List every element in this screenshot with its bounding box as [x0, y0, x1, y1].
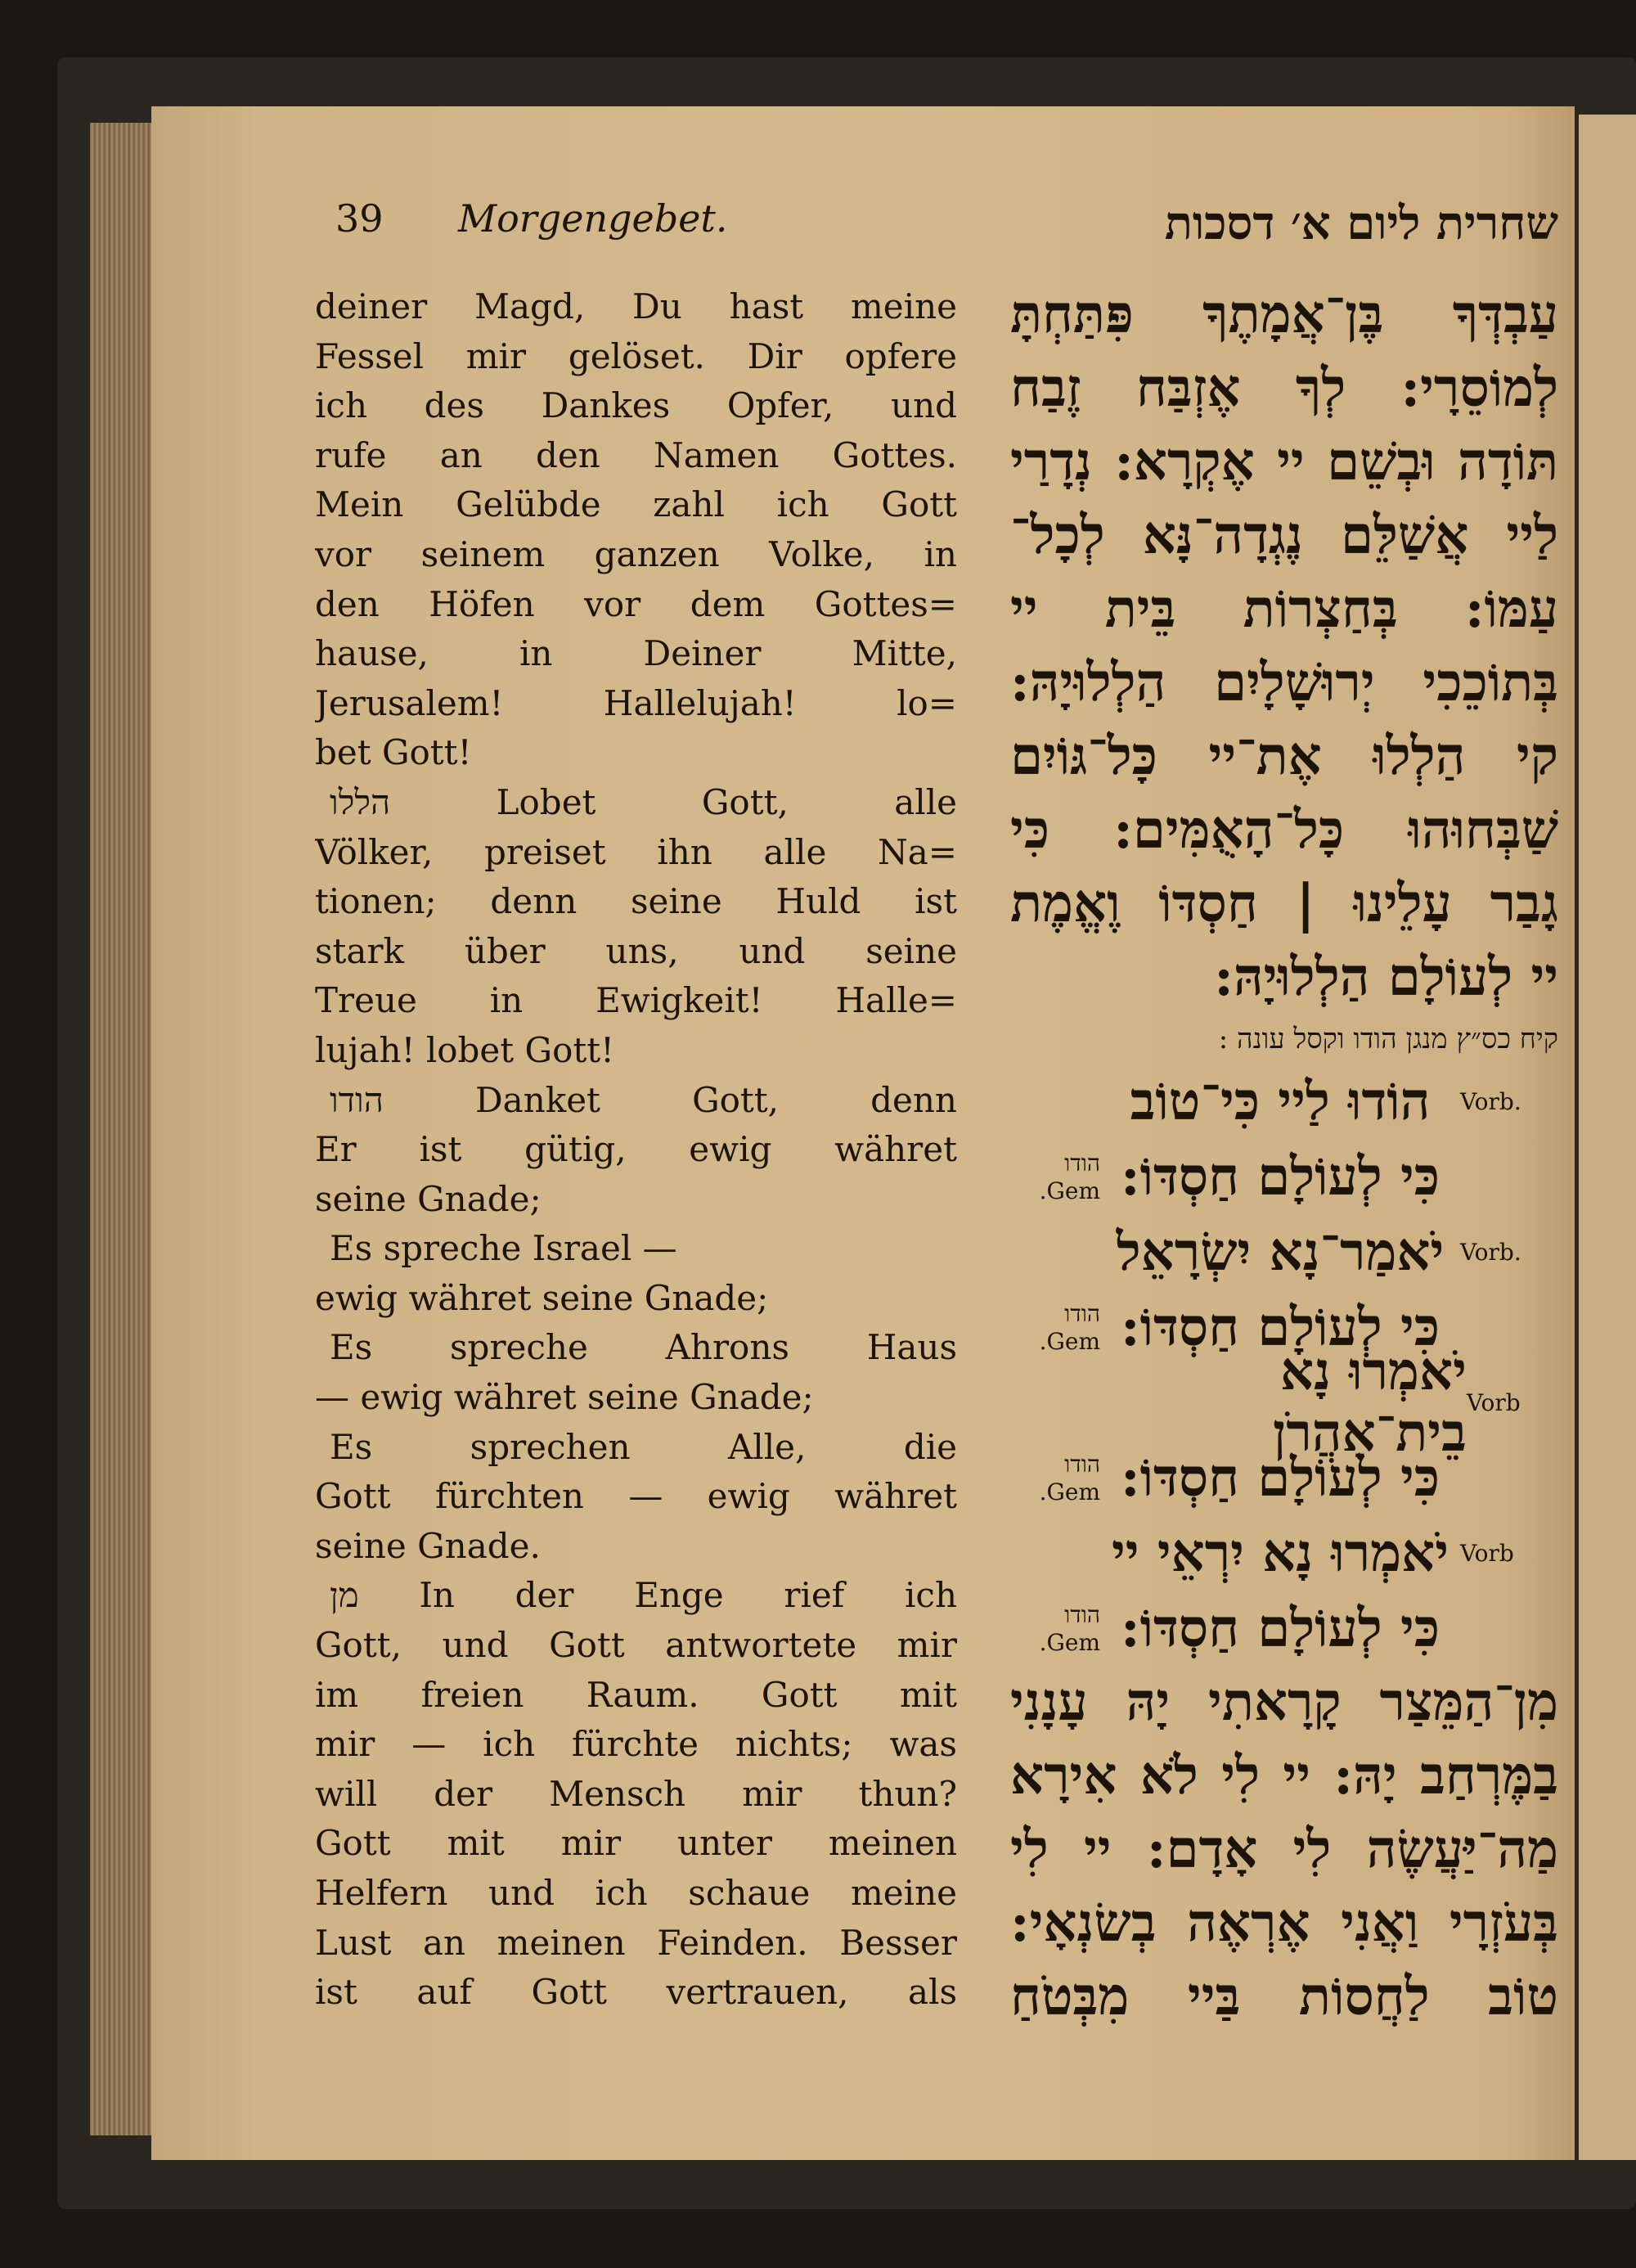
- german-line: Es spreche Israel —: [330, 1228, 677, 1269]
- reader-marker: Vorb.: [1460, 1238, 1521, 1266]
- responsive-line: [1010, 1440, 1558, 1515]
- congregation-marker: הודו Gem.: [1039, 1450, 1100, 1505]
- hebrew-line: יי לְעוֹלָם הַלְלוּיָהּ:: [1214, 947, 1558, 1008]
- german-line: Lust an meinen Feinden. Besser: [315, 1922, 957, 1963]
- german-line: Helfern und ich schaue meine: [315, 1873, 957, 1913]
- hebrew-verse: הוֹדוּ לַיי כִּי־טוֹב: [1130, 1070, 1431, 1132]
- german-line: מן In der Enge rief ich: [330, 1575, 957, 1616]
- german-line: stark über uns, und seine: [315, 930, 957, 971]
- hebrew-line: לַיי אֲשַׁלֵּם נֶגְדָה־נָּא לְכָל־: [1010, 505, 1558, 566]
- hebrew-verse: כִּי לְעוֹלָם חַסְדּוֹ:: [1120, 1447, 1440, 1509]
- hebrew-line: מִן־הַמֵּצַר קָרָאתִי יָהּ עָנָנִי: [1010, 1672, 1558, 1733]
- hebrew-verse: יֹאמַר־נָא יִשְׂרָאֵל: [1116, 1221, 1445, 1283]
- hebrew-verse: כִּי לְעוֹלָם חַסְדּוֹ:: [1120, 1296, 1440, 1358]
- german-line: ist auf Gott vertrauen, als: [315, 1972, 957, 2013]
- responsive-line: [1010, 1214, 1558, 1289]
- german-line: Mein Gelübde zahl ich Gott: [315, 484, 957, 525]
- german-line: rufe an den Namen Gottes.: [315, 434, 957, 475]
- german-line: lujah! lobet Gott!: [315, 1029, 614, 1070]
- page-number: 39: [335, 196, 384, 241]
- hebrew-line: תּוֹדָה וּבְשֵׁם יי אֶקְרָא: נְדָרַי: [1010, 431, 1558, 493]
- german-line: Gott mit mir unter meinen: [315, 1823, 957, 1864]
- hebrew-rubric: קיח כס״ץ מנגן הודו וקסל עונה :: [1218, 1023, 1558, 1055]
- hebrew-line: מַה־יַּעֲשֶׂה לִי אָדָם: יי לִי: [1010, 1819, 1558, 1880]
- responsive-line: [1010, 1139, 1558, 1214]
- book-page: [151, 106, 1575, 2160]
- german-line: Gott fürchten — ewig währet: [315, 1476, 957, 1517]
- hebrew-line: שַׁבְּחוּהוּ כָּל־הָאֻמִּים: כִּי: [1010, 799, 1558, 861]
- congregation-marker: הודו Gem.: [1039, 1600, 1100, 1656]
- reader-marker: Vorb: [1466, 1388, 1521, 1416]
- german-line: Völker, preiset ihn alle Na=: [315, 831, 957, 872]
- hebrew-line: בַמֶּרְחַב יָהּ: יי לִי לֹא אִירָא: [1010, 1745, 1558, 1807]
- german-line: vor seinem ganzen Volke, in: [315, 533, 957, 574]
- german-line: ewig währet seine Gnade;: [315, 1277, 769, 1318]
- german-line: — ewig währet seine Gnade;: [315, 1377, 814, 1418]
- german-line: den Höfen vor dem Gottes=: [315, 583, 957, 624]
- page-edges: [90, 123, 151, 2135]
- german-line: Gott, und Gott antwortete mir: [315, 1625, 957, 1666]
- german-line: deiner Magd, Du hast meine: [315, 286, 957, 326]
- hebrew-column: [1010, 278, 1558, 2034]
- running-title: Morgengebet.: [458, 196, 728, 241]
- german-line: tionen; denn seine Huld ist: [315, 881, 957, 922]
- hebrew-line: טוֹב לַחֲסוֹת בַּיי מִבְּטֹחַ: [1010, 1966, 1558, 2027]
- german-line: mir — ich fürchte nichts; was: [315, 1724, 957, 1765]
- german-line: seine Gnade.: [315, 1525, 541, 1566]
- responsive-line: [1010, 1341, 1558, 1464]
- german-line: הללו Lobet Gott, alle: [330, 781, 957, 822]
- german-line: will der Mensch mir thun?: [315, 1773, 957, 1814]
- hebrew-line: לְמוֹסֵרָי: לְךָ אֶזְבַּח זֶבַח: [1010, 358, 1558, 419]
- german-line: bet Gott!: [315, 732, 472, 773]
- german-line: Jerusalem! Hallelujah! lo=: [315, 682, 957, 723]
- german-line: Es spreche Ahrons Haus: [330, 1327, 957, 1368]
- hebrew-line: גָבַר עָלֵינוּ | חַסְדּוֹ וֶאֱמֶת: [1010, 873, 1558, 934]
- hebrew-line: עַבְדְּךָ בֶּן־אֲמָתֶךָ פִּתַּחְתָּ: [1010, 284, 1558, 345]
- german-line: ich des Dankes Opfer, und: [315, 385, 957, 426]
- hebrew-line: בְּעֹזְרָי וַאֲנִי אֶרְאֶה בְשׂנְאָי:: [1010, 1892, 1558, 1954]
- hebrew-verse: כִּי לְעוֹלָם חַסְדּוֹ:: [1120, 1597, 1440, 1659]
- congregation-marker: הודו Gem.: [1039, 1149, 1100, 1204]
- hebrew-line: עַמּוֹ: בְּחַצְרוֹת בֵּית יי: [1010, 578, 1558, 640]
- german-line: Treue in Ewigkeit! Halle=: [315, 980, 957, 1021]
- hebrew-verse: יֹאמְרוּ נָא יִרְאֵי יי: [1111, 1522, 1449, 1584]
- facing-page-edge: [1579, 115, 1636, 2160]
- german-line: seine Gnade;: [315, 1178, 542, 1219]
- german-line: Fessel mir gelöset. Dir opfere: [315, 335, 957, 376]
- german-line: Er ist gütig, ewig währet: [315, 1129, 957, 1170]
- reader-marker: Vorb: [1460, 1539, 1514, 1567]
- reader-marker: Vorb.: [1460, 1087, 1521, 1115]
- german-column: [315, 282, 957, 2018]
- hebrew-running-title: שחרית ליום א׳ דסכות: [1164, 196, 1558, 250]
- german-line: Es sprechen Alle, die: [330, 1426, 957, 1467]
- german-line: הודו Danket Gott, denn: [330, 1079, 957, 1120]
- responsive-line: [1010, 1515, 1558, 1591]
- responsive-line: [1010, 1591, 1558, 1666]
- congregation-marker: הודו Gem.: [1039, 1299, 1100, 1355]
- hebrew-line: קי הַלְלוּ אֶת־יי כָּל־גּוֹיִם: [1010, 726, 1558, 787]
- hebrew-line: בְּתוֹכֵכִי יְרוּשָׁלָיִם הַלְלוּיָהּ:: [1010, 652, 1558, 713]
- german-line: im freien Raum. Gott mit: [315, 1674, 957, 1715]
- responsive-line: [1010, 1064, 1558, 1139]
- german-line: hause, in Deiner Mitte,: [315, 633, 957, 674]
- hebrew-verse: כִּי לְעוֹלָם חַסְדּוֹ:: [1120, 1145, 1440, 1208]
- hebrew-verse: יֹאמְרוּ נָא בֵית־אַהֲרֹן: [1273, 1341, 1467, 1464]
